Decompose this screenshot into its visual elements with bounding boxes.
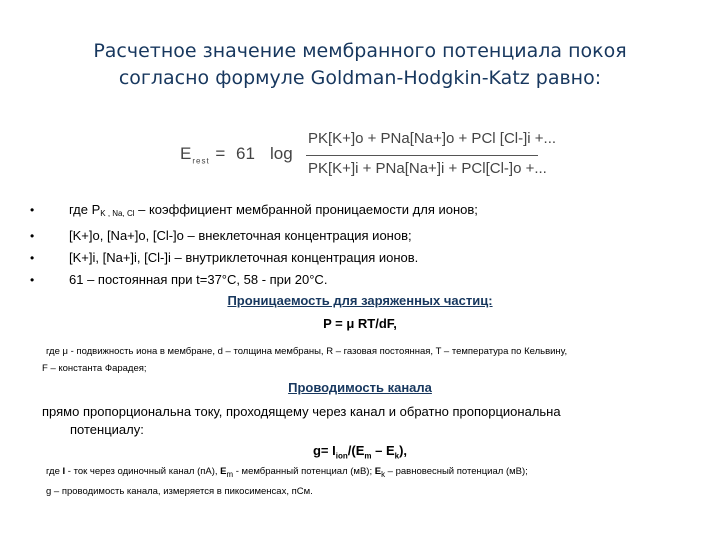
title-line-2: согласно формуле Goldman-Hodgkin-Katz равно: [118, 67, 602, 89]
fraction-bar [306, 155, 538, 156]
formula-log: log [270, 144, 293, 163]
conductance-note: где I - ток через одиночный канал (пА), $E_m$ - мембранный потенциал (мВ); $E_k$ – равновесный потенциал (мВ); g – проводимость канала, измеряется в пикосименсах, пСм. [46, 466, 528, 497]
bullet-dot: • [30, 229, 35, 243]
bullet-dot: • [30, 203, 35, 217]
bullet-dot: • [30, 251, 35, 265]
bullet-item: • [K+]i, [Na+]i, [Cl-]i – внутриклеточная концентрация ионов. [30, 247, 690, 269]
bullet-dot: • [30, 273, 35, 287]
conductance-formula: $g= I_{ion}/(E_m - E_k)$, [312, 443, 408, 461]
bullet-item: • где PK , Na, Cl – коэффициент мембранной проницаемости для ионов; [30, 199, 690, 225]
bullet-item: • 61 – постоянная при t=37°С, 58 - при 20°С. [30, 269, 690, 291]
permeability-note: где μ - подвижность иона в мембране, d – толщина мембраны, R – газовая постоянная, T – температура по Кельвину, F – константа Фарадея; [42, 346, 568, 374]
ghk-formula [180, 128, 557, 184]
formula-numerator: PK[K+]o + PNa[Na+]o + PCl [Cl-]i +... [308, 130, 557, 147]
formula-denominator: PK[K+]i + PNa[Na+]i + PCl[Cl-]o +... [308, 160, 547, 177]
bullet-item: • [K+]o, [Na+]o, [Cl-]o – внеклеточная концентрация ионов; [30, 225, 690, 247]
definition-list [30, 199, 690, 291]
formula-lhs: $E_{rest}$ = [180, 144, 227, 166]
conductance-heading: Проводимость канала [288, 380, 432, 395]
formula-coefficient: 61 [236, 144, 255, 163]
permeability-formula: P = μ RT/dF, [323, 316, 397, 331]
slide-title [60, 38, 660, 92]
title-line-1: Расчетное значение мембранного потенциала покоя [93, 40, 627, 62]
permeability-heading: Проницаемость для заряженных частиц: [227, 293, 493, 308]
conductance-description: прямо пропорциональна току, проходящему через канал и обратно пропорциональна потенциалу: [42, 404, 561, 437]
